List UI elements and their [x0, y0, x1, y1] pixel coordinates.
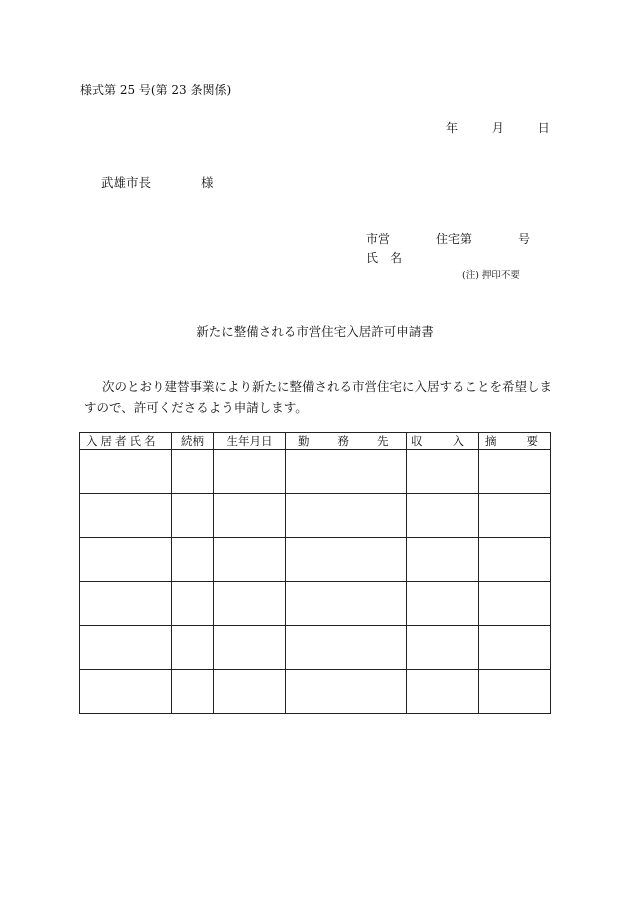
remarks-cell[interactable] [479, 494, 551, 538]
occupant-name-cell[interactable] [80, 538, 172, 582]
workplace-cell[interactable] [286, 538, 407, 582]
remarks-cell[interactable] [479, 626, 551, 670]
table-row [80, 450, 551, 494]
header-text: 入居者氏名 [86, 434, 159, 448]
relationship-cell[interactable] [172, 538, 214, 582]
occupant-name-cell[interactable] [80, 626, 172, 670]
remarks-cell[interactable] [479, 670, 551, 714]
table-row [80, 626, 551, 670]
relationship-cell[interactable] [172, 670, 214, 714]
body-paragraph [84, 376, 554, 418]
income-cell[interactable] [407, 670, 479, 714]
birthdate-cell[interactable] [214, 494, 286, 538]
remarks-cell[interactable] [479, 450, 551, 494]
income-cell[interactable] [407, 538, 479, 582]
workplace-cell[interactable] [286, 450, 407, 494]
document-title: 新たに整備される市営住宅入居許可申請書 [196, 324, 434, 339]
applicant-name-line [366, 249, 536, 268]
occupant-name-cell[interactable] [80, 670, 172, 714]
addressee-name: 武雄市長 [101, 175, 152, 190]
housing-mid: 住宅第 [436, 232, 473, 246]
housing-prefix: 市営 [366, 232, 391, 246]
table-row [80, 538, 551, 582]
applicant-block [366, 230, 536, 268]
form-number: 様式第 25 号(第 23 条関係) [80, 83, 232, 97]
workplace-cell[interactable] [286, 626, 407, 670]
occupant-name-cell[interactable] [80, 494, 172, 538]
header-remarks: 摘要 [479, 433, 551, 450]
birthdate-cell[interactable] [214, 450, 286, 494]
income-cell[interactable] [407, 626, 479, 670]
table-body [80, 450, 551, 714]
housing-number-line [366, 230, 536, 249]
table-row [80, 494, 551, 538]
relationship-cell[interactable] [172, 450, 214, 494]
remarks-cell[interactable] [479, 582, 551, 626]
header-spread [80, 433, 171, 449]
date-line [446, 119, 550, 136]
workplace-cell[interactable] [286, 494, 407, 538]
body-text: 次のとおり建替事業により新たに整備される市営住宅に入居することを希望しますので、許可くださるよう申請します。 [84, 379, 553, 415]
date-day-label: 日 [537, 121, 550, 135]
applicant-name-label: 氏 名 [366, 251, 403, 265]
header-income: 収入 [407, 433, 479, 450]
occupant-name-cell[interactable] [80, 450, 172, 494]
birthdate-cell[interactable] [214, 538, 286, 582]
table-header-row [80, 433, 551, 450]
seal-note: (注) 押印不要 [462, 270, 520, 281]
housing-suffix: 号 [518, 232, 531, 246]
addressee [101, 173, 214, 191]
header-birthdate: 生年月日 [214, 433, 286, 450]
remarks-cell[interactable] [479, 538, 551, 582]
birthdate-cell[interactable] [214, 582, 286, 626]
header-workplace: 勤務先 [286, 433, 407, 450]
income-cell[interactable] [407, 494, 479, 538]
income-cell[interactable] [407, 450, 479, 494]
income-cell[interactable] [407, 582, 479, 626]
table-row [80, 670, 551, 714]
date-month-label: 月 [491, 121, 504, 135]
table-row [80, 582, 551, 626]
relationship-cell[interactable] [172, 626, 214, 670]
relationship-cell[interactable] [172, 494, 214, 538]
occupant-name-cell[interactable] [80, 582, 172, 626]
header-occupant-name [80, 433, 172, 450]
addressee-honorific: 様 [201, 175, 214, 190]
birthdate-cell[interactable] [214, 626, 286, 670]
occupant-table [79, 432, 568, 714]
workplace-cell[interactable] [286, 582, 407, 626]
date-year-label: 年 [446, 121, 459, 135]
relationship-cell[interactable] [172, 582, 214, 626]
workplace-cell[interactable] [286, 670, 407, 714]
birthdate-cell[interactable] [214, 670, 286, 714]
header-relationship: 続柄 [172, 433, 214, 450]
